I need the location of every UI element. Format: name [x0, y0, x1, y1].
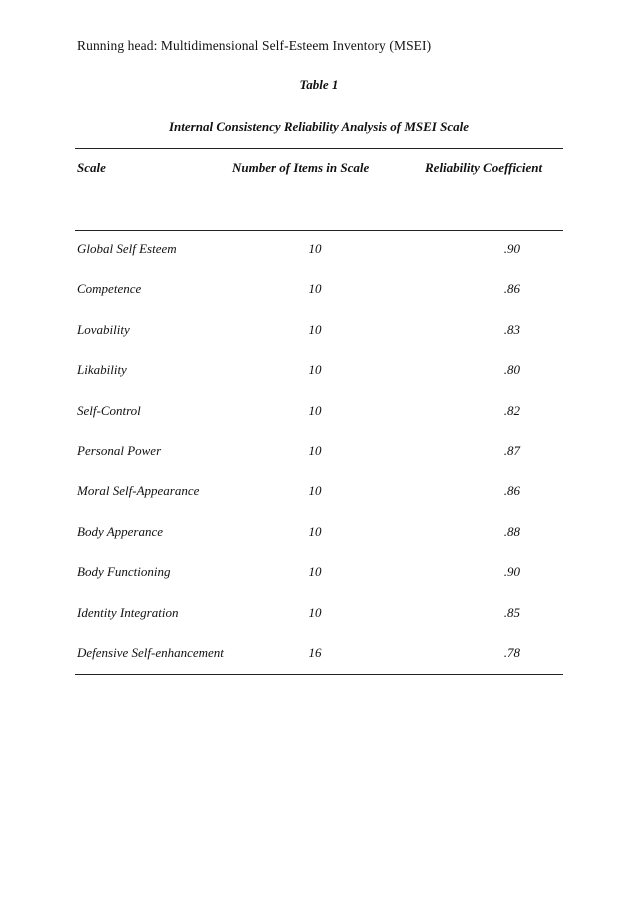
- running-head: Running head: Multidimensional Self-Esteem Inventory (MSEI): [77, 38, 432, 53]
- cell-reliability: .82: [503, 402, 520, 418]
- table-row: [0, 645, 638, 685]
- table-number: Table 1: [299, 77, 339, 92]
- cell-reliability: .80: [503, 362, 520, 378]
- table-row: [0, 524, 638, 564]
- table-top-rule: [75, 148, 563, 149]
- column-header-reliability: Reliability Coefficient: [425, 160, 543, 175]
- cell-reliability: .90: [503, 241, 520, 256]
- cell-reliability: .87: [503, 442, 520, 458]
- cell-reliability: .83: [503, 321, 520, 337]
- cell-items: 10: [308, 321, 322, 337]
- cell-reliability: .88: [503, 523, 520, 539]
- cell-reliability: .78: [503, 644, 520, 660]
- cell-scale: Defensive Self-enhancement: [77, 644, 224, 660]
- cell-scale: Competence: [77, 281, 142, 297]
- cell-scale: Likability: [77, 362, 127, 378]
- cell-items: 10: [308, 564, 322, 580]
- cell-reliability: .86: [503, 281, 520, 297]
- cell-items: 10: [308, 483, 322, 499]
- table-row: [0, 362, 638, 402]
- table-row: [0, 564, 638, 604]
- cell-items: 10: [308, 442, 322, 458]
- cell-items: 10: [308, 604, 322, 620]
- table-row: [0, 403, 638, 443]
- cell-items: 10: [308, 362, 322, 378]
- column-header-items: Number of Items in Scale: [232, 160, 370, 175]
- table-row: [0, 281, 638, 321]
- column-header-scale: Scale: [77, 160, 106, 175]
- cell-reliability: .86: [503, 483, 520, 499]
- cell-scale: Body Functioning: [77, 564, 171, 580]
- cell-scale: Moral Self-Appearance: [77, 483, 200, 499]
- table-row: [0, 241, 638, 281]
- cell-scale: Lovability: [77, 321, 130, 337]
- cell-scale: Self-Control: [77, 402, 141, 418]
- cell-items: 10: [308, 241, 322, 256]
- cell-scale: Identity Integration: [77, 604, 179, 620]
- cell-scale: Global Self Esteem: [77, 241, 177, 256]
- cell-items: 16: [308, 644, 322, 660]
- table-header-rule: [75, 230, 563, 231]
- cell-scale: Body Apperance: [77, 523, 164, 539]
- cell-reliability: .85: [503, 604, 520, 620]
- table-title: Internal Consistency Reliability Analysis of MSEI Scale: [169, 119, 469, 134]
- cell-items: 10: [308, 281, 322, 297]
- table-body: [0, 241, 638, 685]
- table-bottom-rule: [75, 674, 563, 675]
- table-row: [0, 322, 638, 362]
- cell-reliability: .90: [503, 564, 520, 580]
- cell-items: 10: [308, 523, 322, 539]
- table-row: [0, 443, 638, 483]
- table-row: [0, 483, 638, 523]
- cell-scale: Personal Power: [77, 442, 162, 458]
- cell-items: 10: [308, 402, 322, 418]
- table-row: [0, 605, 638, 645]
